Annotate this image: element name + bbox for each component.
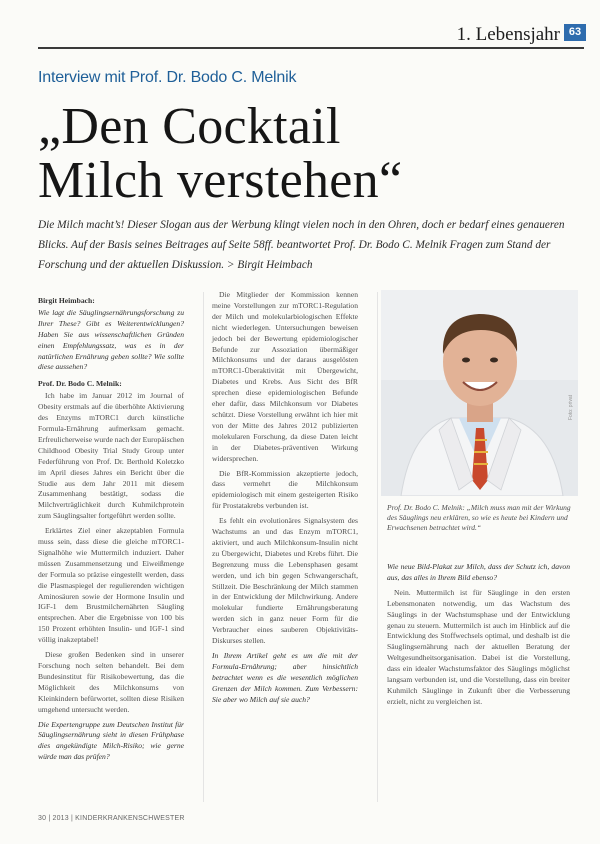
interview-answer: Die BfR-Kommission akzeptierte jedoch, dass vermehrt die Milchkonsum epidemiologisch mit einem gesteigerten Risiko für Prostatakrebs verbunden ist. [212, 468, 358, 511]
interview-answer: Erklärtes Ziel einer akzeptablen Formula muss sein, dass diese die gleiche mTORC1-Signalhöhe wie Muttermilch induziert. Daher müssen Zusammensetzung und Eiweißmenge der Formula so präzise eingestellt werden, dass die Plasmaspiegel der regulierenden wichtigen Aminosäuren sowie der Hormone Insulin und IGF-1 dem Brustmilchernährten Säugling entsprechen. Aber die Ergebnisse von 100 bis 150 Prozent erhöhten Insulin- und IGF-1 sind völlig inakzeptabel! [38, 526, 184, 645]
interview-question: Wie lagt die Säuglingsernährungsforschung zu Ihrer These? Gibt es Weiterentwicklungen? Haben Sie aus wissenschaftlichen Gründen einen Empfehlungssatz, was es in der natürlichen Ernährung geben sollte? Wie sollte diese aussehen? [38, 307, 184, 372]
text-column-2 [212, 290, 358, 710]
interview-question: Die Expertengruppe zum Deutschen Institut für Säuglingsernährung sieht in diesen Frühphase dies angekündigte Milch-Risiko; wie gerne würde man das prüfen? [38, 719, 184, 762]
section-title: 1. Lebensjahr [456, 24, 560, 45]
portrait-illustration [381, 290, 578, 496]
header-rule [38, 47, 584, 49]
interview-question: In Ihrem Artikel geht es um die mit der Formula-Ernährung; aber hinsichtlich betrachtet wenn es die wesentlich möglichen Grenzen der Milch kommen. Zum Verbessern: Sie aber wo Milch auf sie auch? [212, 651, 358, 704]
portrait-photo [381, 290, 578, 496]
text-column-3 [387, 562, 570, 712]
article-kicker: Interview mit Prof. Dr. Bodo C. Melnik [38, 69, 297, 86]
interview-answer: Ich habe im Januar 2012 im Journal of Obesity erstmals auf die überhöhte Aktivierung des Enzyms mTORC1 durch künstliche Formula-Ernährung aufmerksam gemacht. Erfreulicherweise wurde nach der Europäischen Childhood Obesity Trial Study Group unter Federführung von Prof. Dr. Berthold Koletzko im April dieses Jahres ein Bericht über die Studie aus dem Jahr 2011 mit diesem Zusammenhang bestätigt, sodass die Milchverträglichkeit durch Kuhmilchprotein zum Säuglingsalter fortgeführt werden sollte. [38, 391, 184, 521]
interview-answer: Die Mitglieder der Kommission kennen meine Vorstellungen zur mTORC1-Regulation der Milch und molekularbiologischen Effekte nicht wiederlegen. Untersuchungen beweisen jedoch bei der Bewertung epidemiologischer Befunde zur Assoziation übermäßiger Milchkonsums und der daraus ausgelösten mTORC1-Überaktivität mit Übergewicht, Diabetes und Krebs. Aus Sicht des BfR sprechen diese epidemiologischen Befunde eher dafür, dass Milchkonsum vor Diabetes schützt. Diese Vorstellung erwähnt ich hier mit von der Mitte des Jahres 2012 publizierten molekularen Forschung, da diese Daten leicht in der Diabetes-präventiven Wirkung widersprechen. [212, 290, 358, 463]
headline-line-1: „Den Cocktail [38, 98, 341, 155]
headline-line-2: Milch verstehen“ [38, 152, 403, 209]
text-column-1 [38, 290, 184, 767]
column-divider [203, 292, 204, 802]
interview-answer: Nein. Muttermilch ist für Säuglinge in den ersten Lebensmonaten notwendig, um das Wachstum des Säuglings in der Wachstumsphase und der Entwicklung genau zu steuern. Muttermilch ist auch im Hinblick auf die Entwicklung des Stoffwechsels optimal, und deshalb ist die Säuglingsernährung nach der aktuellen Beratung der Weltgesundheitsorganisation. Dabei ist die Vorstellung, dass ein idealer Wachstumsfaktor des Säuglings möglichst langsam verbunden ist, und die Vorstellung, dass ein breiter Kuhmilch Säuglinge in Zukunft über die Verbesserung erzielt, nicht zu vergleichen ist. [387, 587, 570, 706]
interview-answer: Diese großen Bedenken sind in unserer Forschung noch selten behandelt. Bei dem Bundesinstitut für Risikobewertung, das die Möglichkeit des Milchkonsums von Kleinkindern befürwortet, sollten diese Risiken umgehend untersucht werden. [38, 650, 184, 714]
column-divider [377, 292, 378, 802]
article-lead: Die Milch macht’s! Dieser Slogan aus der Werbung klingt vielen noch in den Ohren, doch er bedarf eines genaueren Blicks. Auf der Basis seines Beitrages auf Seite 58ff. beantwortet Prof. Dr. Bodo C. Melnik Fragen zum Stand der Forschung und der aktuellen Diskussion. > Birgit Heimbach [38, 219, 565, 271]
article-headline [38, 100, 402, 208]
page-footer: 30 | 2013 | KINDERKRANKENSCHWESTER [38, 815, 185, 822]
speaker-label: Birgit Heimbach: [38, 296, 95, 305]
photo-credit: Foto: privat [568, 394, 574, 420]
speaker-label: Prof. Dr. Bodo C. Melnik: [38, 379, 122, 389]
interview-answer: Es fehlt ein evolutionäres Signalsystem des Wachstums an und das Enzym mTORC1, aktiviert, und auch Milchkonsum-Insulin nicht zu Übergewicht, Diabetes und Krebs führt. Die Begrenzung muss die Lebensphasen gesamt werden, und ich bin gegen Schwangerschaft, Stillzeit. Die Beschränkung der Milch stammen in der Entwicklung der Milchwirkung. Andere molekular fundierte Ernährungsberatung werden sich in ganz neuer Form für die Verbraucher eines sauberen Objektivitäts-Diskurses stellen. [212, 516, 358, 646]
page-number-badge: 63 [564, 24, 586, 41]
photo-caption: Prof. Dr. Bodo C. Melnik: „Milch muss man mit der Wirkung des Säuglings neu erklären, so wie es heute bei Kindern und Erwachsenen betrachtet wird.“ [387, 503, 571, 532]
interview-question: Wie neue Bild-Plakat zur Milch, dass der Schutz ich, davon aus, das alles in Ihrem Bild ebenso? [387, 562, 570, 582]
